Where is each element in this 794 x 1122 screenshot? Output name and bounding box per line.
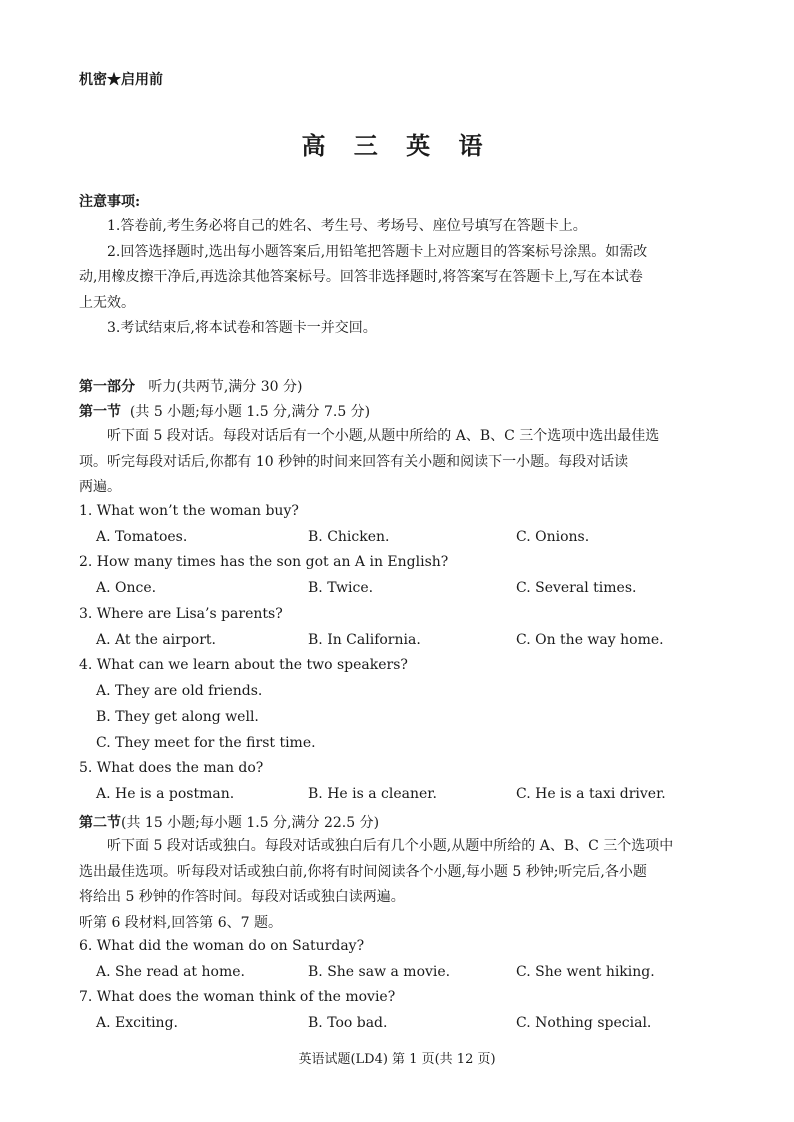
question-4-option-a: A. They are old friends.	[96, 683, 263, 699]
question-2-option-a: A. Once.	[96, 580, 157, 596]
question-3-stem: 3. Where are Lisa’s parents?	[79, 606, 283, 622]
question-2-stem: 2. How many times has the son got an A in English?	[79, 554, 449, 570]
section2-instructions	[79, 834, 717, 911]
material-6-instruction: 听第 6 段材料,回答第 6、7 题。	[79, 915, 282, 931]
question-1-option-c: C. Onions.	[516, 529, 590, 545]
note-3: 3.考试结束后,将本试卷和答题卡一并交回。	[107, 320, 377, 336]
question-3-option-b: B. In California.	[308, 632, 421, 648]
confidential-mark: 机密★启用前	[79, 72, 163, 88]
notes-block	[79, 214, 717, 342]
note-1: 1.答卷前,考生务必将自己的姓名、考生号、考场号、座位号填写在答题卡上。	[107, 218, 587, 234]
question-7-option-c: C. Nothing special.	[516, 1015, 652, 1031]
note-2-line-1: 2.回答选择题时,选出每小题答案后,用铅笔把答题卡上对应题目的答案标号涂黑。如需改	[107, 243, 648, 260]
note-2-line-3: 上无效。	[79, 294, 135, 311]
part1-label: 第一部分	[79, 379, 135, 395]
section1-label: 第一节	[79, 404, 121, 420]
section1-instr-line-3: 两遍。	[79, 479, 121, 495]
question-1-option-b: B. Chicken.	[308, 529, 390, 545]
question-7-option-b: B. Too bad.	[308, 1015, 388, 1031]
question-6-option-a: A. She read at home.	[96, 964, 245, 980]
question-2-option-c: C. Several times.	[516, 580, 637, 596]
question-5-stem: 5. What does the man do?	[79, 760, 264, 776]
question-3-option-a: A. At the airport.	[96, 632, 217, 648]
question-7-option-a: A. Exciting.	[96, 1015, 178, 1031]
question-6-option-b: B. She saw a movie.	[308, 964, 451, 980]
question-7-stem: 7. What does the woman think of the movie?	[79, 989, 396, 1005]
page-title: 高 三 英 语	[301, 131, 493, 160]
section2-heading	[79, 812, 379, 832]
question-6-stem: 6. What did the woman do on Saturday?	[79, 938, 365, 954]
question-5-option-c: C. He is a taxi driver.	[516, 786, 666, 802]
question-1-option-a: A. Tomatoes.	[96, 529, 188, 545]
question-5-option-a: A. He is a postman.	[96, 786, 235, 802]
notes-heading: 注意事项:	[79, 194, 141, 210]
part1-title: 听力(共两节,满分 30 分)	[148, 379, 303, 395]
section2-instr-line-3: 将给出 5 秒钟的作答时间。每段对话或独白读两遍。	[79, 889, 405, 905]
section2-info: (共 15 小题;每小题 1.5 分,满分 22.5 分)	[121, 815, 380, 831]
section1-heading	[79, 401, 370, 421]
section1-instructions	[79, 424, 717, 501]
question-3-option-c: C. On the way home.	[516, 632, 664, 648]
question-4-option-c: C. They meet for the first time.	[96, 735, 316, 751]
section2-label: 第二节	[79, 815, 121, 831]
question-4-stem: 4. What can we learn about the two speakers?	[79, 657, 408, 673]
page-footer: 英语试题(LD4) 第 1 页(共 12 页)	[298, 1052, 496, 1067]
section1-instr-line-2: 项。听完每段对话后,你都有 10 秒钟的时间来回答有关小题和阅读下一小题。每段对话读	[79, 453, 629, 470]
question-2-option-b: B. Twice.	[308, 580, 374, 596]
note-2-line-2: 动,用橡皮擦干净后,再选涂其他答案标号。回答非选择题时,将答案写在答题卡上,写在本试卷	[79, 269, 643, 285]
question-1-stem: 1. What won’t the woman buy?	[79, 503, 299, 519]
section2-instr-line-1: 听下面 5 段对话或独白。每段对话或独白后有几个小题,从题中所给的 A、B、C 三个选项中	[107, 838, 674, 854]
question-5-option-b: B. He is a cleaner.	[308, 786, 437, 802]
section2-instr-line-2: 选出最佳选项。听每段对话或独白前,你将有时间阅读各个小题,每小题 5 秒钟;听完后,各小题	[79, 863, 647, 880]
question-4-option-b: B. They get along well.	[96, 709, 259, 725]
question-6-option-c: C. She went hiking.	[516, 964, 655, 980]
section1-instr-line-1: 听下面 5 段对话。每段对话后有一个小题,从题中所给的 A、B、C 三个选项中选出最佳选	[107, 428, 660, 444]
section1-info: (共 5 小题;每小题 1.5 分,满分 7.5 分)	[129, 404, 371, 420]
part1-heading	[79, 376, 302, 396]
